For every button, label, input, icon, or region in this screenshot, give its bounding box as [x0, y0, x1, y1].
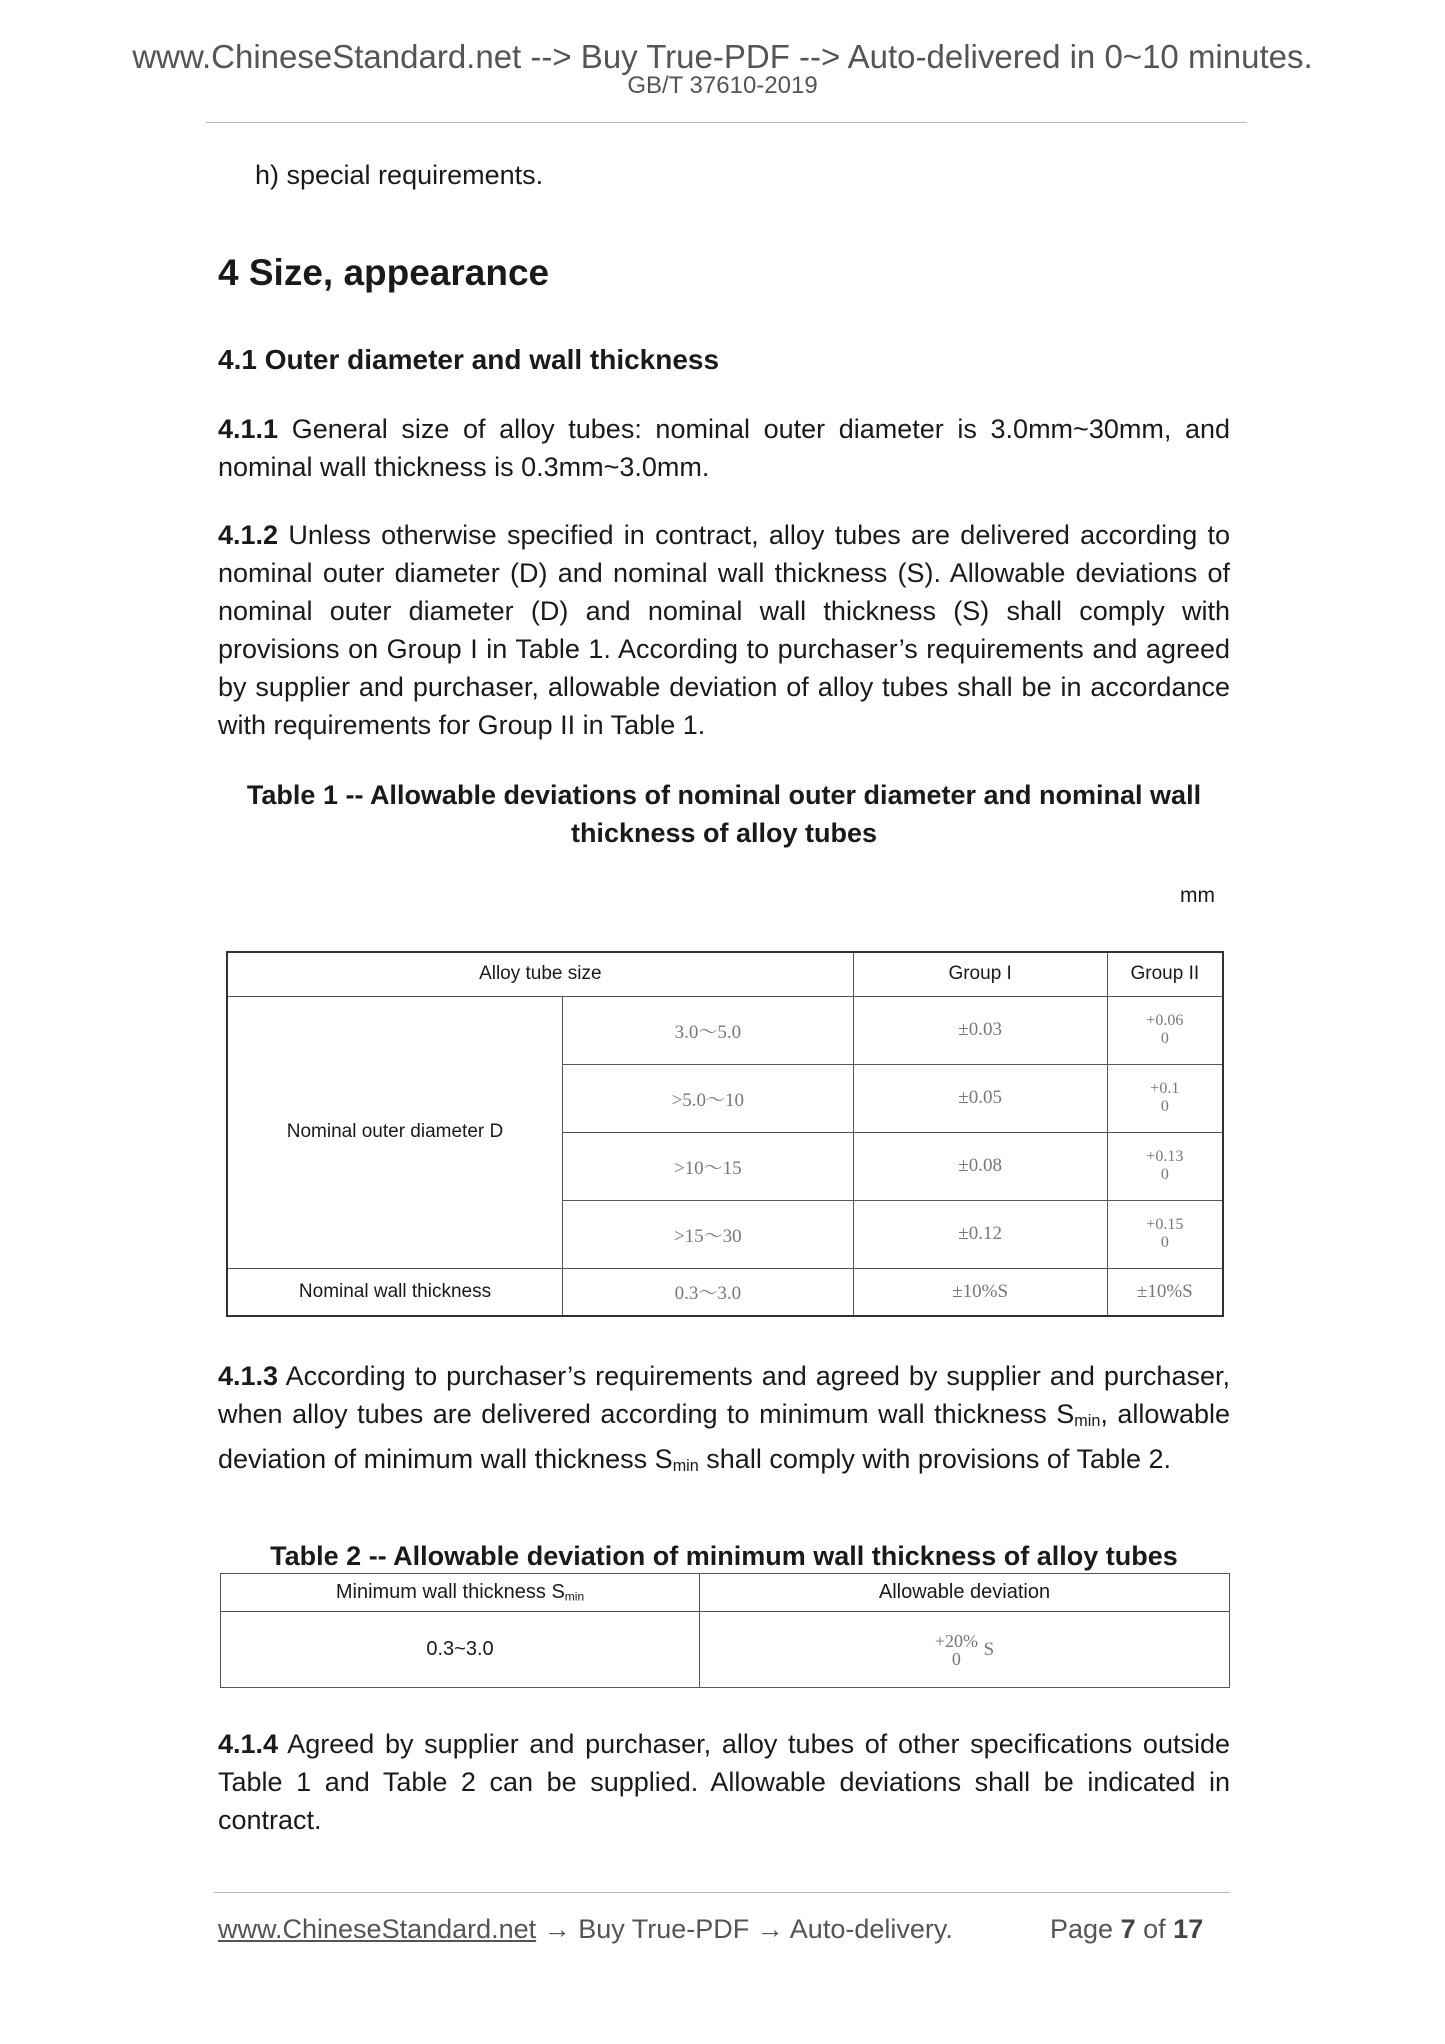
clause-text: , allowable deviation of minimum wall thickness S: [218, 1399, 1230, 1475]
page-label: Page: [1050, 1914, 1114, 1944]
deviation-symbol: S: [983, 1638, 995, 1660]
range-cell: 0.3～3.0: [563, 1268, 854, 1316]
clause-4-1-1: [218, 410, 1230, 486]
list-item-h: h) special requirements.: [255, 160, 544, 190]
table1: [226, 951, 1224, 1317]
group1-cell: ±10%S: [853, 1268, 1107, 1316]
group2-cell: [1107, 1064, 1223, 1132]
arrow-icon: →: [756, 1914, 784, 1944]
standard-number: GB/T 37610-2019: [627, 72, 818, 99]
group1-cell: ±0.12: [853, 1200, 1107, 1268]
footer-left: [218, 1914, 953, 1945]
clause-text: General size of alloy tubes: nominal outer diameter is 3.0mm~30mm, and nominal wall thickness is 0.3mm~3.0mm.: [218, 414, 1230, 482]
page-total: 17: [1173, 1914, 1204, 1944]
tolerance-stack: +20% 0: [934, 1630, 978, 1669]
clause-number: 4.1.4: [218, 1729, 279, 1759]
table1-unit: mm: [1180, 884, 1215, 907]
tolerance-stack: +0.13 0: [1146, 1147, 1184, 1183]
clause-4-1-4: [218, 1725, 1230, 1839]
table-header-row: [227, 952, 1223, 996]
header-size: Alloy tube size: [227, 952, 853, 996]
group1-cell: ±0.08: [853, 1132, 1107, 1200]
table-row: [227, 996, 1223, 1064]
arrow-icon: →: [543, 1914, 571, 1944]
clause-number: 4.1.3: [218, 1361, 279, 1391]
clause-number: 4.1.2: [218, 520, 279, 550]
footer-text: Auto-delivery.: [789, 1914, 953, 1944]
clause-text: According to purchaser’s requirements and agreed by supplier and purchaser, when alloy tubes are delivered according to minimum wall thickness S: [218, 1361, 1230, 1429]
header-banner: www.ChineseStandard.net --> Buy True-PDF --> Auto-delivered in 0~10 minutes.: [132, 38, 1313, 75]
footer-link[interactable]: www.ChineseStandard.net: [218, 1914, 537, 1944]
tolerance-stack: +0.06 0: [1146, 1011, 1184, 1047]
group2-cell: [1107, 1132, 1223, 1200]
table1-caption: Table 1 -- Allowable deviations of nominal outer diameter and nominal wall thickness of alloy tubes: [246, 780, 1202, 848]
subsection-title: 4.1 Outer diameter and wall thickness: [218, 344, 720, 375]
range-cell: 0.3~3.0: [221, 1612, 700, 1688]
group1-cell: ±0.03: [853, 996, 1107, 1064]
footer-text: Buy True-PDF: [578, 1914, 750, 1944]
header-divider: [206, 122, 1247, 123]
group1-cell: ±0.05: [853, 1064, 1107, 1132]
subscript: min: [1074, 1412, 1101, 1431]
range-cell: >10～15: [563, 1132, 854, 1200]
of-label: of: [1143, 1914, 1166, 1944]
page-number: 7: [1120, 1914, 1136, 1944]
subscript: min: [672, 1457, 699, 1476]
table-header-row: [221, 1574, 1230, 1612]
footer-divider: [214, 1892, 1230, 1893]
clause-text: shall comply with provisions of Table 2.: [698, 1444, 1172, 1475]
group2-cell: ±10%S: [1107, 1268, 1223, 1316]
deviation-cell: [700, 1612, 1230, 1688]
table2-caption: Table 2 -- Allowable deviation of minimum wall thickness of alloy tubes: [270, 1541, 1178, 1571]
header-allowable-deviation: Allowable deviation: [700, 1574, 1230, 1612]
wall-label: Nominal wall thickness: [227, 1268, 563, 1316]
header-group2: Group II: [1107, 952, 1223, 996]
tolerance-stack: +0.1 0: [1150, 1079, 1180, 1115]
table-row: [227, 1268, 1223, 1316]
range-cell: >15～30: [563, 1200, 854, 1268]
range-cell: 3.0～5.0: [563, 996, 854, 1064]
header-min-wall: Minimum wall thickness $S_{min}$: [221, 1574, 700, 1612]
table2: [220, 1573, 1230, 1688]
clause-4-1-2: [218, 516, 1230, 744]
section-title: 4 Size, appearance: [218, 252, 550, 293]
range-cell: >5.0～10: [563, 1064, 854, 1132]
group2-cell: [1107, 1200, 1223, 1268]
clause-4-1-3: [218, 1357, 1230, 1485]
clause-text: Agreed by supplier and purchaser, alloy tubes of other specifications outside Table 1 and Table 2 can be supplied. Allowable deviations shall be indicated in contract.: [218, 1729, 1230, 1835]
diameter-label: Nominal outer diameter D: [227, 996, 563, 1268]
group2-cell: [1107, 996, 1223, 1064]
clause-text: Unless otherwise specified in contract, alloy tubes are delivered according to nominal outer diameter (D) and nominal wall thickness (S). Allowable deviations of nominal outer diameter (D) and nominal wall thickness (S) shall comply with provisions on Group I in Table 1. According to purchaser’s requirements and agreed by supplier and purchaser, allowable deviation of alloy tubes shall be in accordance with requirements for Group II in Table 1.: [218, 520, 1230, 740]
header-group1: Group I: [853, 952, 1107, 996]
table-row: [221, 1612, 1230, 1688]
clause-number: 4.1.1: [218, 414, 279, 444]
page-counter: [1050, 1914, 1203, 1945]
tolerance-stack: +0.15 0: [1146, 1215, 1184, 1251]
